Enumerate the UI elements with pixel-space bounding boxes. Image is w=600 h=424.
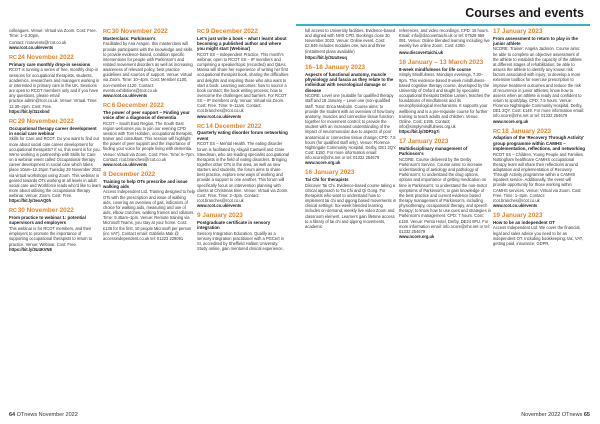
event-date: 14 December 2022 <box>205 122 262 130</box>
event-title: Adaption of the 'Recovery Through Activity' group programme within CAMHS – implementation, reflections, and networking <box>493 135 585 151</box>
event-link[interactable]: https://bit.ly/3UaSeuq <box>305 55 347 61</box>
event-entry <box>103 102 195 167</box>
event-column-1 <box>9 28 101 410</box>
event-date-row <box>493 28 585 35</box>
footer-right-pub: November 2022 OTnews <box>521 412 583 418</box>
rcot-badge: RC <box>9 208 17 215</box>
event-title: Multidisciplinary management of Parkinson's <box>399 145 468 157</box>
event-link[interactable]: https://bit.ly/3exAQ0h <box>9 198 52 204</box>
event-title: Aspects of functional anatomy, muscle physiology and fascia as they relate to the individual with neurological damage or disease <box>305 71 394 93</box>
event-column-6 <box>493 28 585 410</box>
event-description: RCOT SS – Mental Health. The eating disorder forum is facilitated by Abigail Cantwell and Clare Steedman, who are leading specialist occupational therapists in the field of eating disorders. Bringing together other OTs in the area, as well as new starters and students, the forum aims to share best practice, explore new ways of working and provide a support to one another. This forum will specifically focus on intervention planning with clients at Christmas time. Venue: Virtual via Zoom. Cost: Free. Time: 2–3pm. Contact: rcot.branches@rcot.co.uk <box>197 141 289 204</box>
event-title: Tai Chi for therapists <box>305 176 349 182</box>
event-title: How to be an independent OT <box>493 219 555 225</box>
event-entry <box>493 212 585 246</box>
event-link[interactable]: https://bit.ly/3DP2g7i <box>399 129 440 135</box>
event-entry <box>9 54 101 114</box>
event-link[interactable]: www.discovertaichi.uk <box>399 50 443 56</box>
event-entry <box>305 169 397 229</box>
event-link[interactable]: www.ncore.org.uk <box>399 234 435 240</box>
event-description: RCOT SS – Independent Practice. This month's webinar, open to RCOT SS – IP members and comprising a speaker/topic (recorded) and Q&As. Marisa will share her experience of writing her first occupational therapist book, sharing the difficulties and delights and inspiring those who also want to start a book. Learning outcomes: how to source a book contract; the book writing process; how to overcome the challenges and barriers. For RCOT SS – IP members only. Venue: Virtual via Zoom. Cost: Free. Time: 9–11am. Contact: rcot.branches@rcot.co.uk <box>197 51 289 114</box>
rcot-badge: RC <box>197 29 205 35</box>
event-date-row <box>103 102 195 109</box>
footer-left-pub: OTnews November 2022 <box>16 412 78 418</box>
event-date: 9 December 2022 <box>205 28 258 35</box>
event-date-row <box>9 118 101 125</box>
rcot-badge: RC <box>103 29 111 35</box>
event-date: 17 January 2023 <box>399 138 449 146</box>
event-entry <box>197 123 289 209</box>
event-title: From practice to webinar 1: potential supervisors and employers <box>9 215 86 226</box>
event-title: Let's just write a book – what I learnt about becoming a published author and where you might start (Webinar) <box>197 35 287 52</box>
continued-entry <box>9 28 101 50</box>
event-title: Primary care monthly drop-in sessions <box>9 61 91 67</box>
event-entry <box>399 138 491 239</box>
continued-body: colleagues. Venue: Virtual via Zoom. Cost: Free. Time: 1–2.30pm. <box>9 28 97 39</box>
rcot-badge: RC <box>103 103 111 110</box>
event-description: Access Independent Ltd. Training designed to help OTs with the prescription and issue of walking aids, covering an overview of gait, indicators of choice for walking aids, measuring and use of aids, elbow crutches, walking frames and rollators. Time: 9.45am–1pm. Venue: Remote training via Microsoft Teams, you stay at your home. Cost: £136 for the first, 10 people Microsoft per person (inc VAT). Contact email: Gabriela Mak @ accessindependent.co.uk tel: 01223 229091 <box>103 189 195 241</box>
event-title: Masterclass: Parkinson's <box>103 35 156 41</box>
event-entry <box>305 64 397 165</box>
event-date-row <box>197 28 289 35</box>
event-date-row <box>493 128 585 135</box>
event-entry <box>399 59 491 134</box>
rcot-badge: RC <box>197 123 205 130</box>
event-column-2 <box>103 28 195 410</box>
event-column-5 <box>399 28 491 410</box>
rcot-badge: RC <box>9 55 17 62</box>
event-description: This webinar is for RCOT members, and their employers to promote the importance of supporting occupational therapists to return to practice. Venue: Webinar. Cost: Free. <box>9 226 93 247</box>
event-title: From assessment to return to play in the junior athlete <box>493 35 578 46</box>
event-title: The power of peer support – Finding your voice after a diagnosis of dementia <box>103 109 190 120</box>
event-description: NCORE. Level one (suitable for qualified therapy staff and 18 January – Level one (non-qualified staff. Tutor: Erica Malcolm. Course aims: to provide the student with an overview of how bony anatomy, muscles and connective tissue function together for movement control; to provide the student with an increased understanding of the impact of neuromuscular due to aspects of poor anatomical or connective tissue change; CPD: 7.5 hours (for qualified staff only). Venue: Florence Nightingale Community Hospital, Derby, DE1 2QY. Cost: £150. For more information email: info.ncore@nhs.net or tel: 01332 254679 <box>305 93 397 161</box>
event-title: Quarterly eating disorder forum networking event <box>197 130 288 141</box>
event-date: 19 January 2023 <box>493 212 543 220</box>
event-date-row <box>103 171 195 178</box>
event-date-row <box>399 59 491 66</box>
page-header-title: Courses and events <box>465 6 584 20</box>
event-date-row <box>103 28 195 35</box>
event-date-row <box>197 123 289 130</box>
event-description: RCOT SS – Children, Young People and Families. Nottingham healthcare CAMHS occupational therapy team will share their reflections around adaptation and implementation of Recovery Through Activity programme within a CAMHS inpatient service. Additionally, the event will provide opportunity for those working within CAMHS services. Venue: Virtual via Zoom. Cost: Free. Time: 1–3pm. Contact: rcot.branches@rcot.co.uk <box>493 151 584 203</box>
header-rule <box>296 24 590 26</box>
event-date-row <box>197 212 289 219</box>
event-description: Discover Tai Chi. Evidence-based course taking a critical approach to Tai Chi and Qi Gong. For therapists who want to understand how to implement tai chi and qigong based movements in clinical settings. Six-week blended learning includes on-demand, weekly live video Zoom and classroom element. Learners gain lifetime access to a library of tai chi and qigong movements, academic <box>305 182 397 229</box>
event-date-row <box>9 54 101 61</box>
event-date: 24 November 2022 <box>17 54 74 62</box>
event-link[interactable]: www.rcot.co.uk/events <box>9 44 54 50</box>
event-description: Facilitated by Ana Aragon, this masterclass will provide participants with the knowledge and skills to provide evidence-based, condition specific interventions for people with Parkinson's and related movement disorders as well as increasing awareness of relevant policy, best practice guidelines and sources of support. Venue: Virtual via Zoom. Time: 10–4pm. Cost: Member £100, non-member £120. Contact: events.exhibitions@rcot.co.uk <box>103 41 193 93</box>
event-link[interactable]: www.rcot.co.uk/events <box>493 203 538 209</box>
event-date-row <box>399 138 491 145</box>
event-link[interactable]: www.ncore.org.uk <box>493 118 529 124</box>
event-entry <box>197 28 289 119</box>
event-description: RCOT is running a series of free, monthly drop-in sessions for occupational therapists, students, academics, researchers and managers working in or interested in primary care in the UK. Sessions are open to RCOT members only and if you have any questions, please email practice.admin@rcot.co.uk. Venue: Virtual. Time: 12.30–2pm. Cost: Free. <box>9 67 100 109</box>
event-description: Sensory Integration Education. Qualify as a sensory integration practitioner with a PGCert in SI, accredited by Sheffield Hallam University. Study online, gain mentored clinical experience, <box>197 230 284 252</box>
event-entry <box>9 118 101 204</box>
event-title: Training to help OTs prescribe and issue walking aids <box>103 178 188 189</box>
event-date: 16 January – 13 March 2023 <box>399 59 484 67</box>
event-date: 17 January 2023 <box>493 28 543 35</box>
event-description: Simply Mindfulness. Mondays evenings, 7.30–9pm. This evidence-based 8-week mindfulness-based cognitive therapy course, developed by the University of Oxford and taught by specialist occupational therapist Debbie Larsen, teaches the foundations of mindfulness and its neurophysiological mechanisms. It supports your wellbeing and is a pre-requisite course for further training to teach adults and children. Venue: Online. Cost: £195. Contact: info@simplymindfulness.org.uk <box>399 72 491 130</box>
event-link[interactable]: https://bit.ly/3U4KVN8 <box>9 246 52 252</box>
event-entry <box>103 28 195 98</box>
event-column-3 <box>197 28 289 410</box>
event-date: 29 November 2022 <box>17 117 74 125</box>
event-date-row <box>305 169 397 176</box>
event-link[interactable]: www.ncore.org.uk <box>305 160 341 166</box>
event-date-row <box>305 64 397 71</box>
continued-body: references, and video recordings. CPD: 16 hours. Email: info@discovertaichi.uk or tel: 07528 959 091. Venue: Online blended learning including live weekly live online Zoom. Cost: £250. <box>399 28 490 49</box>
event-title: Occupational therapy career development in social care webinar <box>9 125 97 136</box>
event-entry <box>493 28 585 124</box>
event-description: NCORE. Course delivered by the Derby Parkinson's Service. Course aims: to increase understanding of aetiology and pathology of Parkinson's; to understand the drug options, options and importance of getting medication on time in Parkinson's; to understand the non-motor symptoms of Parkinson's; to gain knowledge of the best practice and current evidence based therapy management of Parkinson's, including physiotherapy, occupational therapy, and speech therapy; to know how to use cues and strategies in Parkinson's management. CPD: 7 hours. Cost: £150. Venue: Penta Hotel, Derby, DE24 8FU. For more information email: info.ncore@nhs.net or tel: 01332 254679 <box>399 156 491 234</box>
continued-body: full access to University facilities. Evidence-based and aligned with NHS CPD. Bookings close 30 November 2022. Venue: Online event. Cost: £2,849 includes modules one, two and three (instalment plans available) <box>305 28 396 54</box>
footer-left <box>9 412 78 418</box>
event-date: 16 January 2023 <box>305 169 355 177</box>
event-date: 16–18 January 2023 <box>305 64 366 72</box>
event-date: 18 January 2023 <box>501 127 552 135</box>
event-link[interactable]: www.rcot.co.uk/events <box>103 92 148 98</box>
event-link[interactable]: www.rcot.co.uk/events <box>103 161 148 167</box>
event-date: 9 January 2023 <box>197 212 243 220</box>
event-description: RCOT – South East Region. The South East region welcomes you to join our evening CPD session with Tom Hobden, occupational therapist, trainer and consultant. This session will highlight the power of peer support and the importance of finding your voice for people living with dementia. Venue: Virtual via Zoom. Cost: Free. Time: 6–7pm. Contact: rcot.branches@rcot.co.uk <box>103 120 195 162</box>
event-description: Skills for Care and RCOT. Do you want to find out more about social care career development for occupational therapists? If so, this event is for you. We're working in partnership with Skills for Care on a webinar event called Occupational therapy career development in social care which takes place 10am–12.15pm Tuesday 29 November 2022 via virtual workshops using Zoom. This webinar is geared towards OTs working at all levels in adult social care and Workforce leads who'd like to learn more about utilising the occupational therapy webinar. Venue: Zoom. Cost: Free. <box>9 136 101 199</box>
event-title: 8-week mindfulness for life course <box>399 66 471 72</box>
event-entry <box>197 212 289 251</box>
event-description: NCORE. Trainer: Angela Jackson. Course aims: be able to complete an objective assessment of the athlete to establish the capacity of the athlete at different stages of rehabilitation; be able to assess the athlete to identify any known risk factors associated with injury; to develop a more extensive toolbox for exercise prescription to improve treatment outcomes and reduce the risk of recurrence in junior athletes; know how to assess when an athlete is ready and confident to return to sport/play. CPD: 7.5 hours. Venue: Florence Nightingale Community Hospital, Derby, DE1 2QY. Cost: £149. For more information email: info.ncore@nhs.net or tel: 01332 254679 <box>493 46 585 119</box>
event-date-row <box>9 207 101 214</box>
event-description: Access Independent Ltd. We cover the financial, legal and sales advice you need to be an independent OT. Including bookkeeping, tax, VAT, getting paid, insurance, GDPR, <box>493 225 583 246</box>
event-date: 6 December 2022 <box>111 102 164 110</box>
event-entry <box>103 171 195 241</box>
event-entry <box>9 207 101 251</box>
event-date-row <box>493 212 585 219</box>
event-column-4 <box>305 28 397 410</box>
event-entry <box>493 128 585 208</box>
continued-contact: Contact: rcotevents@rcot.co.uk <box>9 39 67 45</box>
rcot-badge: RC <box>9 118 17 125</box>
event-date: 8 December 2022 <box>103 171 156 179</box>
event-title: Postgraduate certificate in sensory integration <box>197 219 271 231</box>
footer-left-page: 64 <box>9 412 16 418</box>
rcot-badge: RC <box>493 128 501 135</box>
continued-entry <box>399 28 491 55</box>
event-link[interactable]: www.rcot.co.uk/events <box>197 113 242 119</box>
event-date: 30 November 2022 <box>17 207 74 215</box>
event-date: 30 November 2022 <box>111 28 168 35</box>
footer-right-page: 65 <box>583 412 590 418</box>
event-link[interactable]: www.rcot.co.uk/events <box>197 203 242 209</box>
footer-right <box>521 412 590 418</box>
event-link[interactable]: https://bit.ly/3zzsbnd <box>9 108 50 114</box>
continued-entry <box>305 28 397 60</box>
